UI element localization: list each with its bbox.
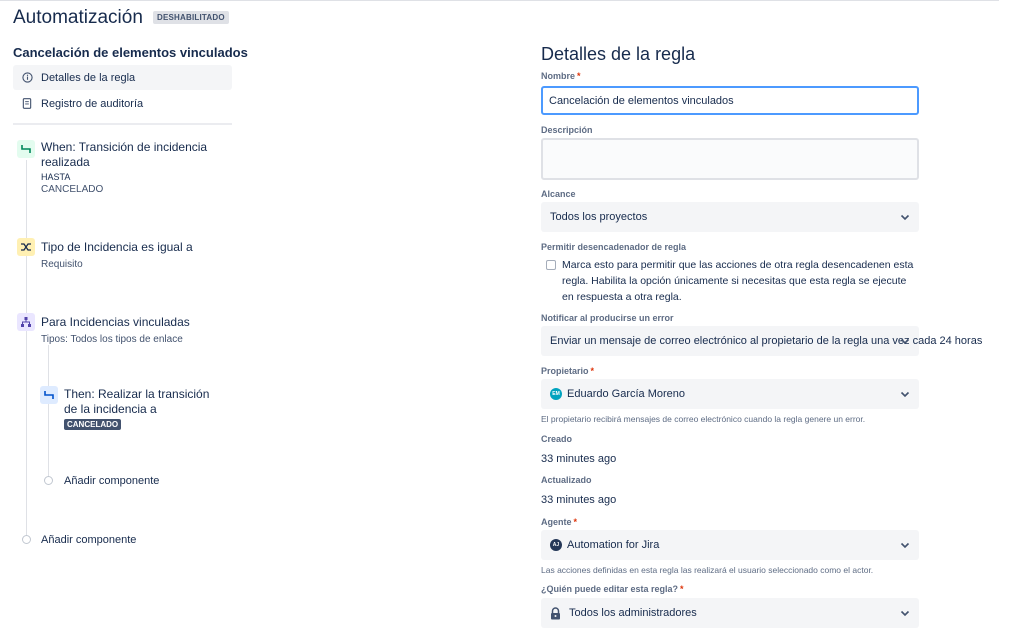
avatar: EM <box>550 388 562 400</box>
allow-trigger-checkbox[interactable] <box>546 260 556 270</box>
chevron-down-icon <box>899 388 911 400</box>
nav-rule-details[interactable] <box>13 65 232 90</box>
trigger-sub-label: HASTA <box>41 172 71 182</box>
panel-title: Detalles de la regla <box>541 44 696 64</box>
name-input[interactable] <box>541 86 919 115</box>
add-component-inner-dot[interactable] <box>44 476 53 485</box>
actor-label-text: Agente <box>541 517 572 527</box>
updated-value: 33 minutes ago <box>541 494 617 506</box>
branch-timeline-line <box>48 345 49 481</box>
notify-value: Enviar un mensaje de correo electrónico al propietario de la regla una vez cada 24 horas <box>550 335 983 347</box>
add-component-outer[interactable]: Añadir componente <box>41 534 137 546</box>
editors-value: Todos los administradores <box>569 607 697 619</box>
trigger-title[interactable]: When: Transición de incidencia realizada <box>41 140 208 169</box>
created-value: 33 minutes ago <box>541 453 617 465</box>
notify-select[interactable] <box>541 326 983 356</box>
actor-value: Automation for Jira <box>567 539 660 551</box>
trigger-icon[interactable] <box>17 140 35 158</box>
editors-select[interactable] <box>541 598 919 628</box>
editors-label: ¿Quién puede editar esta regla? * <box>541 584 684 594</box>
scope-select[interactable] <box>541 202 919 232</box>
description-input[interactable] <box>541 138 919 180</box>
editors-label-text: ¿Quién puede editar esta regla? <box>541 584 679 594</box>
updated-label: Actualizado <box>541 475 592 485</box>
app-title: Automatización <box>13 7 143 28</box>
scope-value: Todos los proyectos <box>550 211 648 223</box>
info-icon <box>20 71 34 85</box>
chevron-down-icon <box>899 211 911 223</box>
timeline-line <box>26 160 27 538</box>
nav-audit-log-label: Registro de auditoría <box>41 97 144 110</box>
allow-trigger-label: Permitir desencadenador de regla <box>541 242 687 252</box>
action-status-chip: CANCELADO <box>64 419 121 430</box>
owner-label: Propietario * <box>541 366 595 376</box>
action-title[interactable]: Then: Realizar la transición de la incidencia a <box>64 387 210 416</box>
notify-label: Notificar al producirse un error <box>541 313 674 323</box>
branch-title[interactable]: Para Incidencias vinculadas <box>41 315 190 329</box>
owner-value: Eduardo García Moreno <box>567 388 686 400</box>
chevron-down-icon <box>899 607 911 619</box>
shuffle-icon[interactable] <box>17 238 35 256</box>
condition-sub: Requisito <box>41 259 83 270</box>
chevron-down-icon <box>899 335 911 347</box>
chevron-down-icon <box>899 539 911 551</box>
add-component-inner[interactable]: Añadir componente <box>64 475 160 487</box>
condition-title[interactable]: Tipo de Incidencia es igual a <box>41 240 193 254</box>
avatar: AJ <box>550 539 562 551</box>
actor-label: Agente * <box>541 517 578 527</box>
allow-trigger-text: Marca esto para permitir que las acciones de otra regla desencadenen esta regla. Habilita la opción únicamente si necesitas que esta regla se ejecute en respuesta a otra regla. <box>562 259 914 303</box>
owner-select[interactable] <box>541 379 919 409</box>
branch-sub: Tipos: Todos los tipos de enlace <box>41 334 183 345</box>
transition-icon[interactable] <box>40 386 58 404</box>
add-component-outer-dot[interactable] <box>22 535 31 544</box>
lock-icon <box>550 607 564 620</box>
top-border <box>0 0 999 1</box>
nav-rule-details-label: Detalles de la regla <box>41 71 136 84</box>
description-label: Descripción <box>541 125 593 135</box>
branch-icon[interactable] <box>17 313 35 331</box>
name-label-text: Nombre <box>541 71 576 81</box>
nav-divider <box>13 123 232 125</box>
owner-help: El propietario recibirá mensajes de correo electrónico cuando la regla genere un error. <box>541 414 866 424</box>
nav-audit-log[interactable] <box>13 91 232 116</box>
rule-name: Cancelación de elementos vinculados <box>13 45 248 60</box>
trigger-sub-value: CANCELADO <box>41 184 104 195</box>
document-icon <box>20 97 34 111</box>
owner-label-text: Propietario <box>541 366 589 376</box>
created-label: Creado <box>541 434 573 444</box>
status-badge: DESHABILITADO <box>153 11 229 24</box>
scope-label: Alcance <box>541 189 576 199</box>
name-label: Nombre * <box>541 71 581 81</box>
actor-select[interactable] <box>541 530 919 560</box>
actor-help: Las acciones definidas en esta regla las realizará el usuario seleccionado como el actor. <box>541 565 874 575</box>
